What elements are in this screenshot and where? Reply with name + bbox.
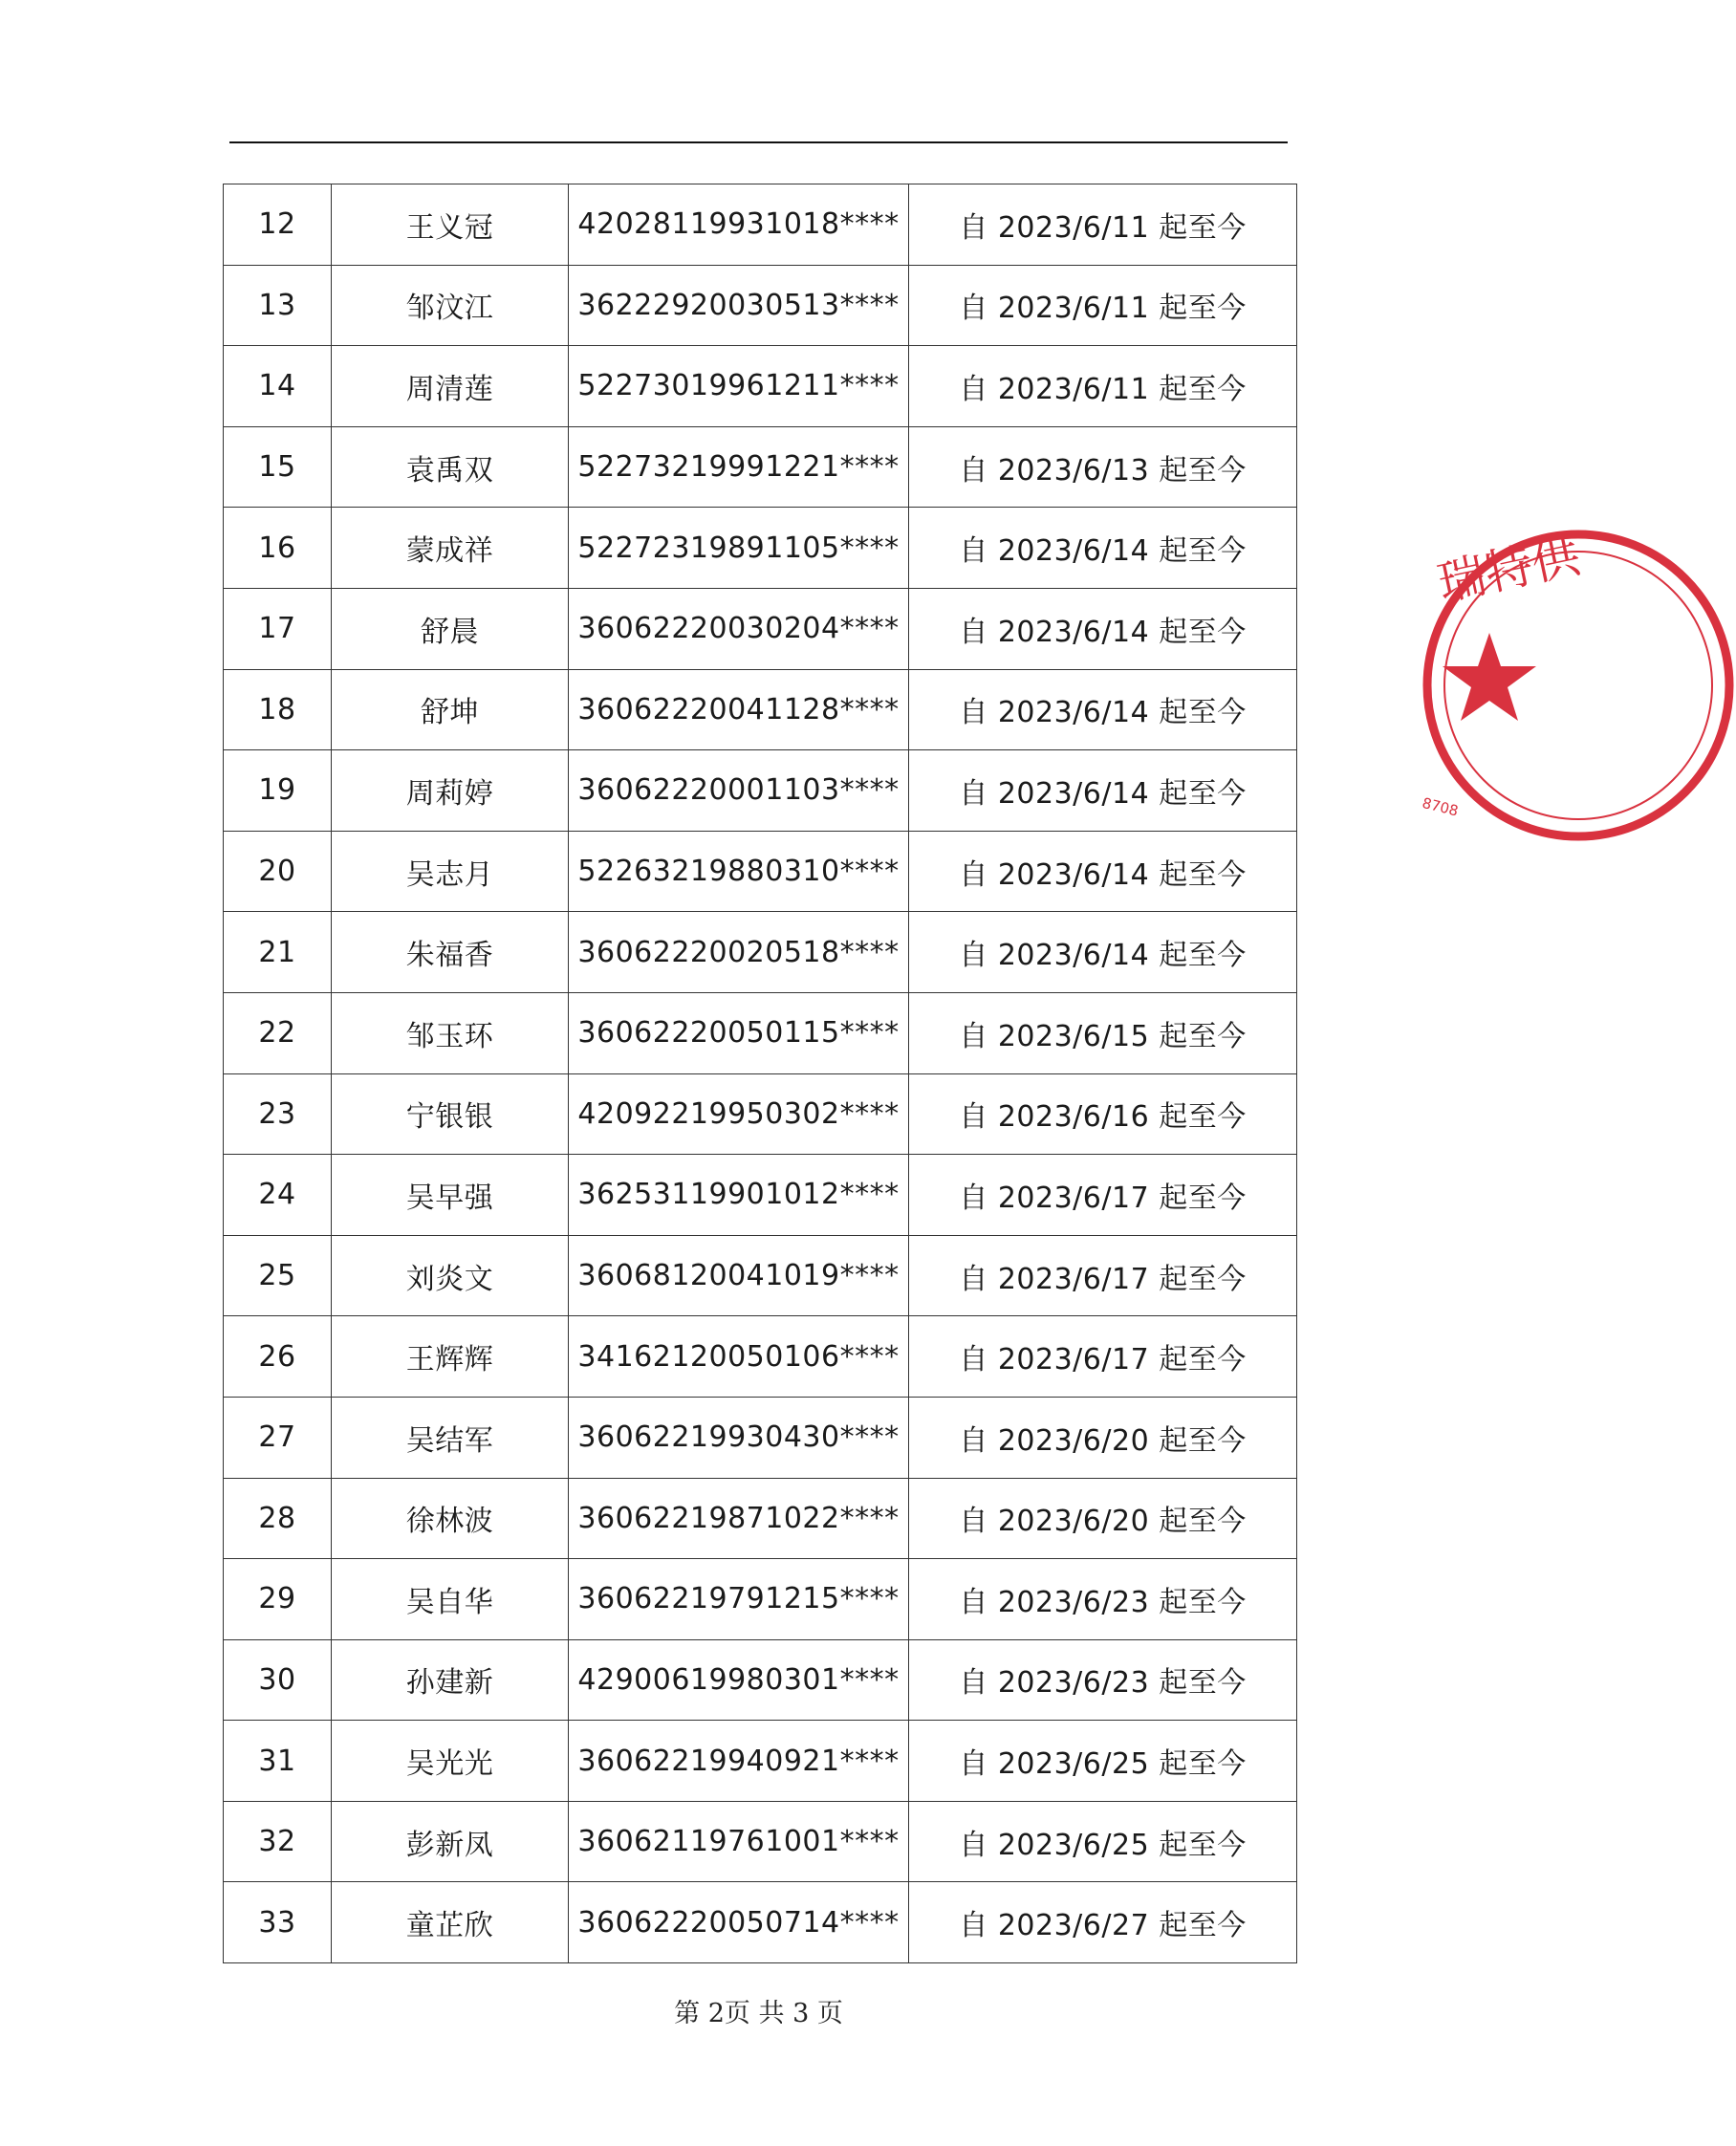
period-cell: 自 2023/6/17 起至今 [909,1155,1297,1236]
name-cell: 孙建新 [332,1639,569,1721]
name-cell: 吴光光 [332,1721,569,1802]
table-row [224,1155,1297,1236]
period-cell: 自 2023/6/14 起至今 [909,508,1297,589]
period-cell: 自 2023/6/14 起至今 [909,912,1297,993]
table-row [224,1478,1297,1559]
period-cell: 自 2023/6/14 起至今 [909,831,1297,912]
id-number-cell: 36062219791215**** [569,1559,909,1640]
table-row [224,1559,1297,1640]
period-cell: 自 2023/6/11 起至今 [909,184,1297,266]
row-number-cell: 18 [224,669,332,750]
row-number-cell: 15 [224,426,332,508]
id-number-cell: 52272319891105**** [569,508,909,589]
period-cell: 自 2023/6/14 起至今 [909,669,1297,750]
row-number-cell: 17 [224,588,332,669]
row-number-cell: 14 [224,346,332,427]
id-number-cell: 36253119901012**** [569,1155,909,1236]
table-row [224,426,1297,508]
name-cell: 王义冠 [332,184,569,266]
period-cell: 自 2023/6/13 起至今 [909,426,1297,508]
row-number-cell: 31 [224,1721,332,1802]
period-cell: 自 2023/6/11 起至今 [909,265,1297,346]
period-cell: 自 2023/6/25 起至今 [909,1721,1297,1802]
table-row [224,831,1297,912]
name-cell: 王辉辉 [332,1316,569,1398]
id-number-cell: 36062220001103**** [569,750,909,832]
id-number-cell: 36062119761001**** [569,1801,909,1882]
id-number-cell: 36068120041019**** [569,1235,909,1316]
name-cell: 吴志月 [332,831,569,912]
row-number-cell: 26 [224,1316,332,1398]
period-cell: 自 2023/6/14 起至今 [909,750,1297,832]
table-row [224,265,1297,346]
table-row [224,1721,1297,1802]
period-cell: 自 2023/6/17 起至今 [909,1235,1297,1316]
name-cell: 吴自华 [332,1559,569,1640]
period-cell: 自 2023/6/20 起至今 [909,1397,1297,1478]
name-cell: 彭新凤 [332,1801,569,1882]
seal-number: 8708 [1420,793,1461,820]
name-cell: 徐林波 [332,1478,569,1559]
id-number-cell: 42092219950302**** [569,1073,909,1155]
period-cell: 自 2023/6/15 起至今 [909,992,1297,1073]
row-number-cell: 33 [224,1882,332,1963]
row-number-cell: 24 [224,1155,332,1236]
header-rule [229,141,1288,143]
period-cell: 自 2023/6/27 起至今 [909,1882,1297,1963]
table-row [224,669,1297,750]
period-cell: 自 2023/6/23 起至今 [909,1559,1297,1640]
row-number-cell: 25 [224,1235,332,1316]
row-number-cell: 27 [224,1397,332,1478]
table-row [224,750,1297,832]
row-number-cell: 28 [224,1478,332,1559]
name-cell: 朱福香 [332,912,569,993]
row-number-cell: 32 [224,1801,332,1882]
name-cell: 刘炎文 [332,1235,569,1316]
period-cell: 自 2023/6/11 起至今 [909,346,1297,427]
table-row [224,992,1297,1073]
row-number-cell: 16 [224,508,332,589]
row-number-cell: 23 [224,1073,332,1155]
id-number-cell: 36062220020518**** [569,912,909,993]
table-row [224,1639,1297,1721]
period-cell: 自 2023/6/25 起至今 [909,1801,1297,1882]
period-cell: 自 2023/6/17 起至今 [909,1316,1297,1398]
period-cell: 自 2023/6/14 起至今 [909,588,1297,669]
name-cell: 蒙成祥 [332,508,569,589]
row-number-cell: 20 [224,831,332,912]
id-number-cell: 36062220050714**** [569,1882,909,1963]
id-number-cell: 52273019961211**** [569,346,909,427]
row-number-cell: 12 [224,184,332,266]
seal-text: 瑞特供 [1432,527,1585,612]
table-row [224,184,1297,266]
table-row [224,1073,1297,1155]
id-number-cell: 36222920030513**** [569,265,909,346]
id-number-cell: 36062220030204**** [569,588,909,669]
table-row [224,1882,1297,1963]
id-number-cell: 36062219930430**** [569,1397,909,1478]
table-row [224,1235,1297,1316]
id-number-cell: 36062220041128**** [569,669,909,750]
table-row [224,912,1297,993]
table-row [224,588,1297,669]
row-number-cell: 19 [224,750,332,832]
name-cell: 吴早强 [332,1155,569,1236]
row-number-cell: 21 [224,912,332,993]
table-row [224,508,1297,589]
seal-star-icon [1443,633,1536,721]
table-row [224,346,1297,427]
id-number-cell: 36062219940921**** [569,1721,909,1802]
name-cell: 宁银银 [332,1073,569,1155]
name-cell: 周莉婷 [332,750,569,832]
page-footer: 第 2页 共 3 页 [674,1999,843,2028]
id-number-cell: 36062219871022**** [569,1478,909,1559]
table-row [224,1316,1297,1398]
name-cell: 周清莲 [332,346,569,427]
id-number-cell: 36062220050115**** [569,992,909,1073]
name-cell: 邹汶江 [332,265,569,346]
name-cell: 邹玉环 [332,992,569,1073]
name-cell: 舒晨 [332,588,569,669]
period-cell: 自 2023/6/20 起至今 [909,1478,1297,1559]
name-cell: 舒坤 [332,669,569,750]
id-number-cell: 42900619980301**** [569,1639,909,1721]
period-cell: 自 2023/6/23 起至今 [909,1639,1297,1721]
name-cell: 袁禹双 [332,426,569,508]
id-number-cell: 42028119931018**** [569,184,909,266]
roster-table [223,184,1297,1963]
roster-body [224,184,1297,1963]
name-cell: 童芷欣 [332,1882,569,1963]
id-number-cell: 52273219991221**** [569,426,909,508]
table-row [224,1801,1297,1882]
table-row [224,1397,1297,1478]
name-cell: 吴结军 [332,1397,569,1478]
period-cell: 自 2023/6/16 起至今 [909,1073,1297,1155]
row-number-cell: 30 [224,1639,332,1721]
official-seal [1421,528,1736,843]
id-number-cell: 52263219880310**** [569,831,909,912]
id-number-cell: 34162120050106**** [569,1316,909,1398]
row-number-cell: 29 [224,1559,332,1640]
row-number-cell: 13 [224,265,332,346]
row-number-cell: 22 [224,992,332,1073]
